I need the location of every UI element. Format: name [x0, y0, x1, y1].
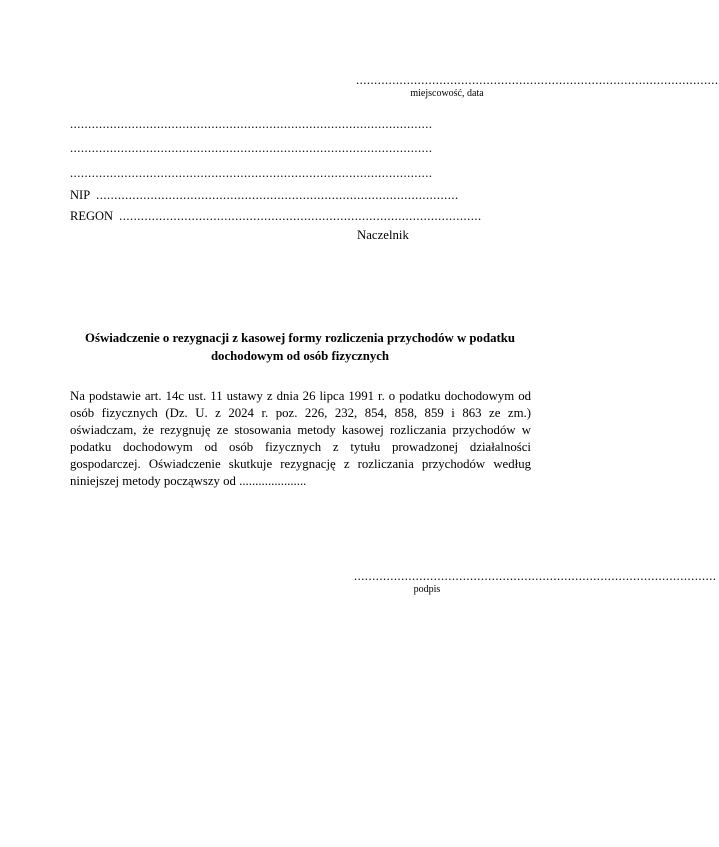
nip-fill-line: ....................................................................................................: [96, 188, 459, 202]
signature-block: [354, 569, 717, 596]
body-paragraph: Na podstawie art. 14c ust. 11 ustawy z dnia 26 lipca 1991 r. o podatku dochodowym od osób fizycznych (Dz. U. z 2024 r. poz. 226, 232, 854, 858, 859 i 863 ze zm.) oświadczam, że rezygnuję ze stosowania metody kasowej rozliczania przychodów w podatku dochodowym od osób fizycznych z tytułu prowadzonej działalności gospodarczej. Oświadczenie skutkuje rezygnację z rozliczania przychodów według niniejszej metody począwszy od .....................: [70, 389, 531, 488]
signature-fill-line: ....................................................................................................: [354, 569, 717, 583]
place-date-caption: miejscowość, data: [410, 88, 484, 99]
signature-caption: podpis: [413, 584, 441, 595]
address-fill-line-2: ....................................................................................................: [70, 141, 433, 155]
address-fill-line-3: ....................................................................................................: [70, 166, 433, 180]
addressee-label: Naczelnik: [357, 228, 409, 242]
place-date-block: [356, 73, 719, 100]
regon-row: [70, 209, 482, 223]
nip-row: [70, 188, 459, 202]
address-fill-line: [70, 117, 433, 131]
address-fill-line: [70, 141, 433, 155]
address-fill-line: [70, 166, 433, 180]
nip-label: NIP: [70, 188, 91, 202]
document-title: Oświadczenie o rezygnacji z kasowej formy rozliczenia przychodów w podatku dochodowym od osób fizycznych: [85, 331, 515, 363]
regon-fill-line: ....................................................................................................: [119, 209, 482, 223]
place-date-fill-line: ....................................................................................................: [356, 73, 719, 87]
regon-label: REGON: [70, 209, 114, 223]
address-fill-line-1: ....................................................................................................: [70, 117, 433, 131]
